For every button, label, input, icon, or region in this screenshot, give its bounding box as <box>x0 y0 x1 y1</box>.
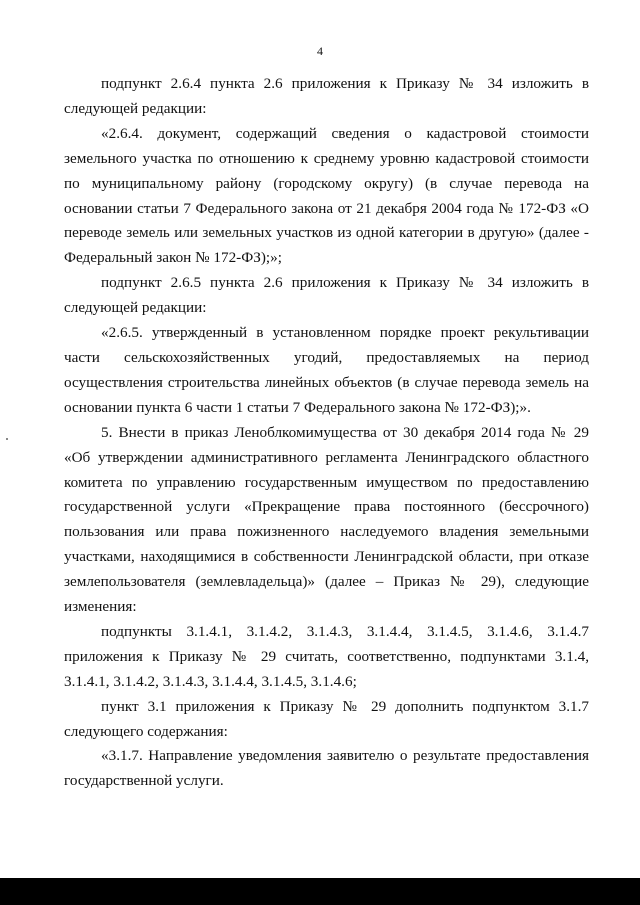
paragraph-subclause-2-6-5: подпункт 2.6.5 пункта 2.6 приложения к Приказу № 34 изложить в следующей редакции: <box>64 274 589 317</box>
page-number: 4 <box>317 44 323 58</box>
scan-bottom-border <box>0 878 640 905</box>
paragraph-text-2-6-5: «2.6.5. утвержденный в установленном порядке проект рекультивации части сельскохозяйственных угодий, предоставляемых на период осуществления строительства линейных объектов (в случае перевода земель на основании пункта 6 части 1 статьи 7 Федерального закона № 172-ФЗ);». <box>64 324 589 416</box>
paragraph-item-5: 5. Внести в приказ Леноблкомимущества от 30 декабря 2014 года № 29 «Об утверждении административного регламента Ленинградского областного комитета по управлению государственным имуществом по предоставлению государственной услуги «Прекращение права постоянного (бессрочного) пользования или права пожизненного наследуемого владения земельными участками, находящимися в собственности Ленинградской области, при отказе землепользователя (землевладельца)» (далее – Приказ № 29), следующие изменения: <box>64 423 589 616</box>
scan-speck <box>6 438 8 440</box>
paragraph-renumbering: подпункты 3.1.4.1, 3.1.4.2, 3.1.4.3, 3.1.4.4, 3.1.4.5, 3.1.4.6, 3.1.4.7 приложения к Приказу № 29 считать, соответственно, подпунктами 3.1.4, 3.1.4.1, 3.1.4.2, 3.1.4.3, 3.1.4.4, 3.1.4.5, 3.1.4.6; <box>64 622 589 690</box>
paragraph-addition-3-1-7: пункт 3.1 приложения к Приказу № 29 дополнить подпунктом 3.1.7 следующего содержания: <box>64 697 589 740</box>
paragraph-subclause-2-6-4: подпункт 2.6.4 пункта 2.6 приложения к Приказу № 34 изложить в следующей редакции: <box>64 75 589 117</box>
paragraph-text-2-6-4: «2.6.4. документ, содержащий сведения о кадастровой стоимости земельного участка по отношению к среднему уровню кадастровой стоимости по муниципальному району (городскому округу) (в случае перевода на основании статьи 7 Федерального закона от 21 декабря 2004 года № 172-ФЗ «О переводе земель или земельных участков из одной категории в другую» (далее - Федеральный закон № 172-ФЗ);»; <box>64 124 589 267</box>
paragraph-text-3-1-7: «3.1.7. Направление уведомления заявителю о результате предоставления государственной услуги. <box>64 747 589 790</box>
document-body <box>64 72 589 794</box>
